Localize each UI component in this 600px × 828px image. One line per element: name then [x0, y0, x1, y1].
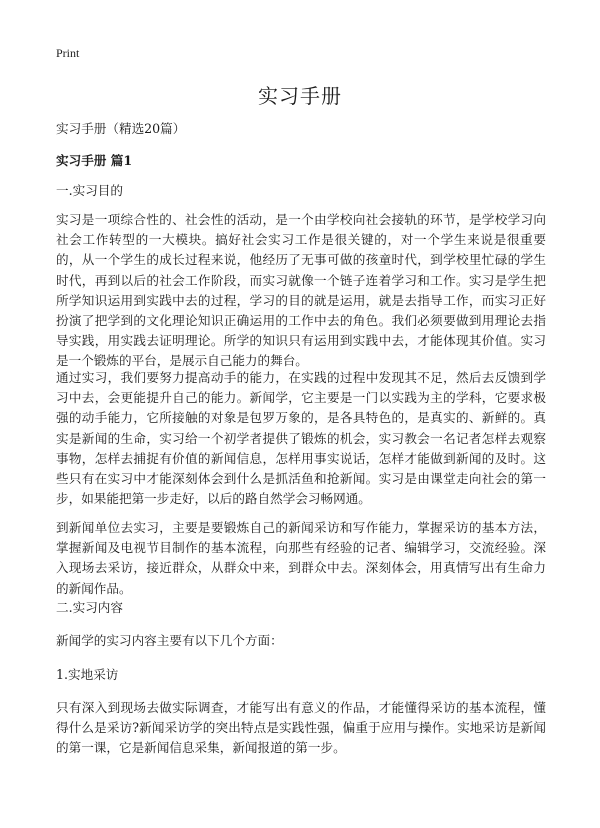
- heading-content: 二.实习内容: [56, 600, 123, 615]
- print-link[interactable]: Print: [56, 46, 80, 60]
- paragraph: 通过实习，我们要努力提高动手的能力，在实践的过程中发现其不足，然后去反馈到学习中去，会更能提升自己的能力。新闻学，它主要是一门以实践为主的学科，它要求极强的动手能力，它所接触的对象是包罗万象的，是各具特色的，是真实的、新鲜的。真实是新闻的生命，实习给一个初学者提供了锻炼的机会，实习教会一名记者怎样去观察事物，怎样去捕捉有价值的新闻信息，怎样用事实说话，怎样才能做到新闻的及时。这些只有在实习中才能深刻体会到什么是抓活鱼和抢新闻。实习是由课堂走向社会的第一步，如果能把第一步走好，以后的路自然学会习畅网通。: [56, 370, 546, 507]
- paragraph: 只有深入到现场去做实际调查，才能写出有意义的作品，才能懂得采访的基本流程，懂得什么是采访?新闻采访学的突出特点是实践性强，偏重于应用与操作。实地采访是新闻的第一课，它是新闻信息采集，新闻报道的第一步。: [56, 700, 546, 756]
- heading-purpose: 一.实习目的: [56, 183, 123, 198]
- document-subtitle: 实习手册（精选20篇）: [56, 121, 186, 136]
- paragraph: 到新闻单位去实习，主要是要锻炼自己的新闻采访和写作能力，掌握采访的基本方法，掌握新闻及电视节目制作的基本流程，向那些有经验的记者、编辑学习，交流经验。深入现场去采访，接近群众，从群众中来，到群众中去。深刻体会，用真情写出有生命力的新闻作品。: [56, 520, 546, 596]
- heading-field-interview: 1.实地采访: [56, 667, 119, 682]
- paragraph: 实习是一项综合性的、社会性的活动，是一个由学校向社会接轨的环节，是学校学习向社会工作转型的一大模块。搞好社会实习工作是很关键的，对一个学生来说是很重要的，从一个学生的成长过程来说，他经历了无事可做的孩童时代，到学校里忙碌的学生时代，再到以后的社会工作阶段，而实习就像一个链子连着学习和工作。实习是学生把所学知识运用到实践中去的过程，学习的目的就是运用，就是去指导工作，而实习正好扮演了把学到的文化理论知识正确运用的工作中去的角色。我们必须要做到用理论去指导实践，用实践去证明理论。所学的知识只有运用到实践中去，才能体现其价值。实习是一个锻炼的平台，是展示自己能力的舞台。: [56, 212, 546, 369]
- document-title: 实习手册: [258, 84, 342, 108]
- paragraph: 新闻学的实习内容主要有以下几个方面：: [56, 633, 283, 648]
- section-title: 实习手册 篇1: [56, 153, 133, 168]
